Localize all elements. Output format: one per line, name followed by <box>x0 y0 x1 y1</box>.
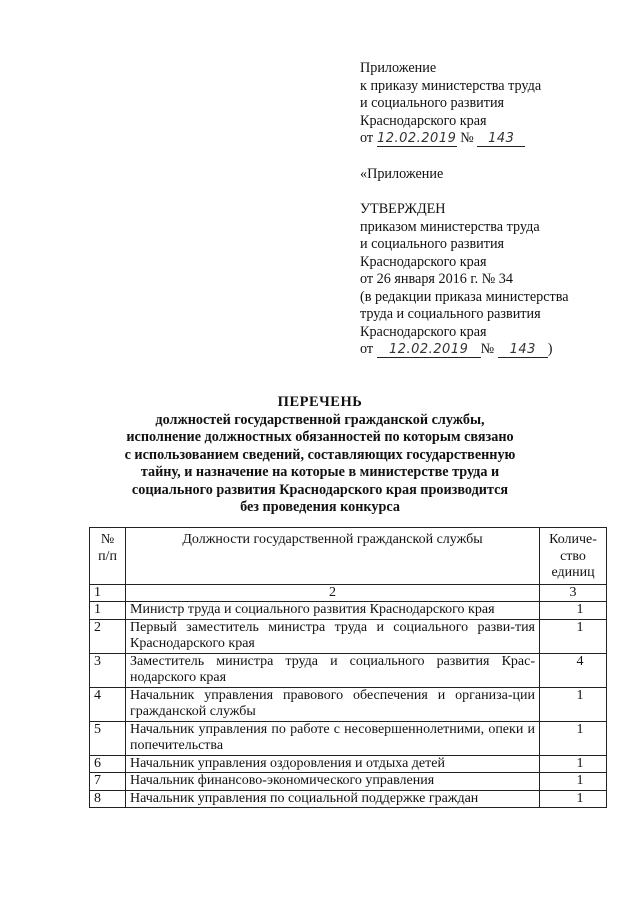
date-prefix: от <box>360 130 374 146</box>
row-number: 1 <box>90 602 126 620</box>
header-number <box>90 528 126 585</box>
row-number: 6 <box>90 755 126 773</box>
row-number: 8 <box>90 790 126 808</box>
approved-line-1: приказом министерства труда <box>360 218 540 235</box>
row-number: 7 <box>90 773 126 791</box>
row-number: 4 <box>90 687 126 721</box>
row-number: 3 <box>90 653 126 687</box>
table-row <box>90 773 607 791</box>
approved-line-6: труда и социального развития <box>360 306 541 322</box>
approved-number-sign: № <box>480 341 495 357</box>
approved-line-3: Краснодарского края <box>360 253 487 270</box>
header-count-line-3: единиц <box>551 565 595 580</box>
approved-date-value: 12.02.2019 <box>377 343 481 358</box>
row-count-value: 1 <box>576 755 584 771</box>
title-line-1: должностей государственной гражданской службы, <box>155 411 485 428</box>
row-position: Начальник финансово-экономического управления <box>126 773 540 791</box>
row-count <box>540 602 607 620</box>
approved-closing-paren: ) <box>547 341 553 357</box>
title-line-4: тайну, и назначение на которые в министерстве труда и <box>140 464 500 480</box>
row-position: Заместитель министра труда и социального развития Крас-нодарского края <box>126 653 540 687</box>
row-count-value: 1 <box>576 721 584 737</box>
number-value: 143 <box>477 132 525 147</box>
quoted-appendix-label: «Приложение <box>360 165 444 182</box>
row-count <box>540 721 607 755</box>
column-number-2: 2 <box>126 584 540 602</box>
table-row <box>90 687 607 721</box>
positions-table <box>89 527 607 808</box>
appendix-label: Приложение <box>360 60 437 76</box>
title-line-6: без проведения конкурса <box>240 499 400 515</box>
row-count <box>540 619 607 653</box>
appendix-header-top <box>360 60 620 359</box>
approved-line-5: (в редакции приказа министерства <box>360 288 569 305</box>
approved-date-line <box>360 341 620 359</box>
row-position: Начальник управления правового обеспечения и организа-ции гражданской службы <box>126 687 540 721</box>
header-count <box>540 528 607 585</box>
row-number: 2 <box>90 619 126 653</box>
table-row <box>90 653 607 687</box>
table-row <box>90 755 607 773</box>
row-position: Министр труда и социального развития Краснодарского края <box>126 602 540 620</box>
approved-line-2: и социального развития <box>360 236 505 252</box>
header-count-line-1: Количе- <box>549 532 597 547</box>
row-count-value: 1 <box>576 790 584 806</box>
table-row <box>90 619 607 653</box>
row-count <box>540 755 607 773</box>
row-count-value: 4 <box>576 653 584 669</box>
appendix-line-1: к приказу министерства труда <box>360 77 542 94</box>
row-count-value: 1 <box>576 619 584 635</box>
row-count-value: 1 <box>576 602 584 617</box>
title-heading: ПЕРЕЧЕНЬ <box>277 394 363 410</box>
header-number-line-2: п/п <box>98 548 117 564</box>
column-number-3: 3 <box>540 584 607 602</box>
table-row <box>90 790 607 808</box>
row-position: Первый заместитель министра труда и социального разви-тия Краснодарского края <box>126 619 540 653</box>
row-count-value: 1 <box>576 687 584 703</box>
row-position: Начальник управления по работе с несовершеннолетними, опеки и попечительства <box>126 721 540 755</box>
table-header-row <box>90 528 607 585</box>
column-numbers-row <box>90 584 607 602</box>
row-count <box>540 653 607 687</box>
row-position: Начальник управления оздоровления и отдыха детей <box>126 755 540 773</box>
approved-line-7: Краснодарского края <box>360 323 487 340</box>
table-row <box>90 721 607 755</box>
header-count-line-2: ство <box>560 548 586 564</box>
document-title <box>120 394 520 517</box>
approved-label: УТВЕРЖДЕН <box>360 201 446 217</box>
header-position: Должности государственной гражданской службы <box>126 528 540 585</box>
date-value: 12.02.2019 <box>376 131 457 146</box>
approved-number-value: 143 <box>498 343 548 358</box>
row-count <box>540 687 607 721</box>
appendix-date-line <box>360 130 620 148</box>
title-line-2: исполнение должностных обязанностей по которым связано <box>126 429 514 445</box>
appendix-line-2: и социального развития <box>360 95 505 111</box>
appendix-line-3: Краснодарского края <box>360 112 487 129</box>
approved-line-4: от 26 января 2016 г. № 34 <box>360 271 513 287</box>
column-number-1: 1 <box>90 584 126 602</box>
title-line-5: социального развития Краснодарского края производится <box>131 481 509 498</box>
row-position: Начальник управления по социальной поддержке граждан <box>126 790 540 808</box>
row-number: 5 <box>90 721 126 755</box>
approved-date-prefix: от <box>360 341 374 357</box>
title-line-3: с использованием сведений, составляющих государственную <box>124 446 516 463</box>
row-count <box>540 790 607 808</box>
header-number-line-1: № <box>100 532 115 547</box>
row-count <box>540 773 607 791</box>
number-sign: № <box>460 130 474 146</box>
row-count-value: 1 <box>576 773 584 788</box>
table-row <box>90 602 607 620</box>
